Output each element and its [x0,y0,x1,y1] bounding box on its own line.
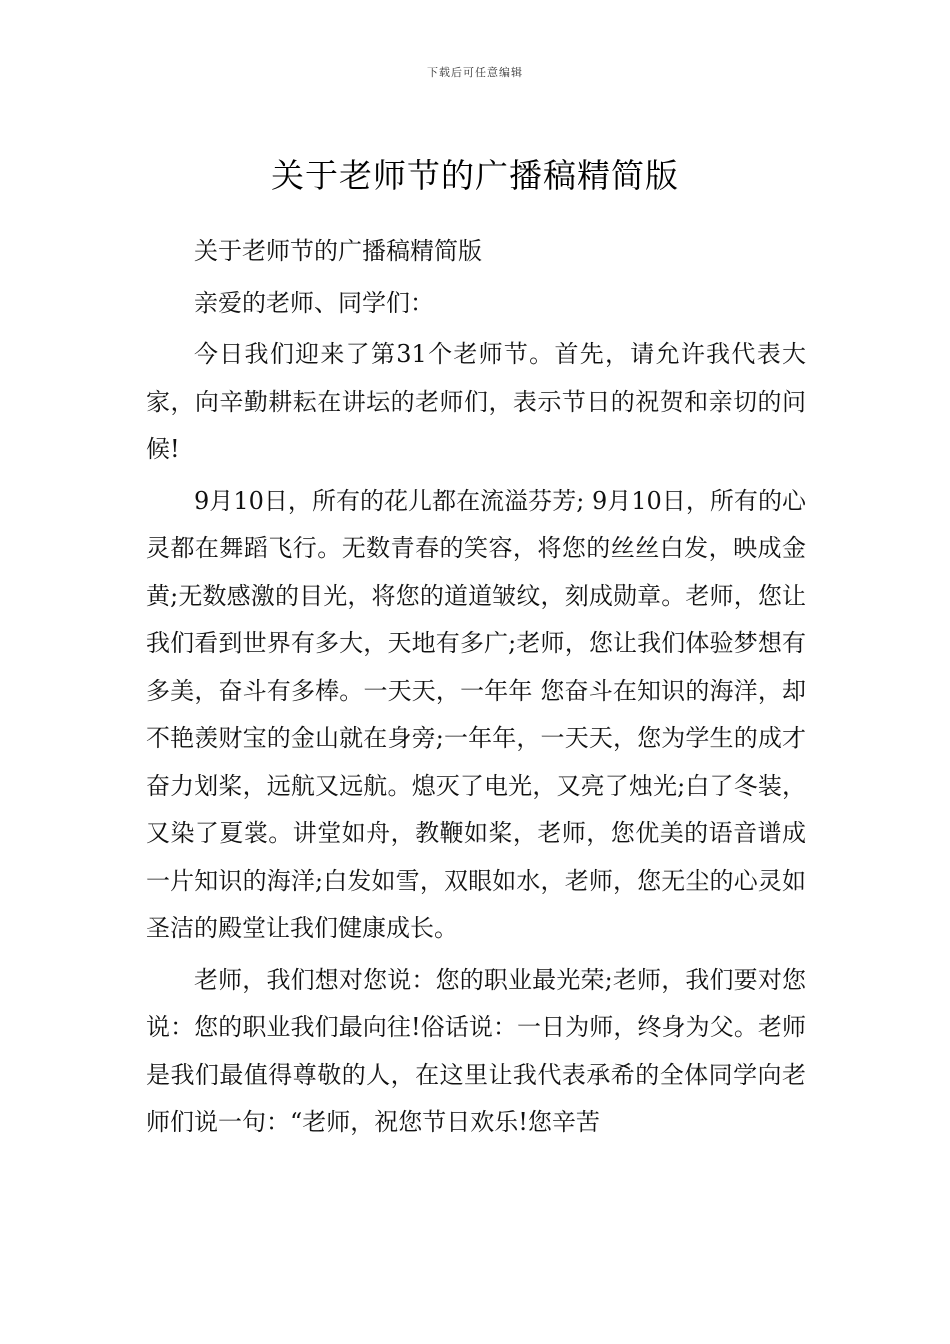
page-header-note: 下载后可任意编辑 [427,66,523,79]
document-body [146,228,806,1147]
paragraph-tribute: 9月10日，所有的花儿都在流溢芬芳; 9月10日，所有的心灵都在舞蹈飞行。无数青春的笑容，将您的丝丝白发，映成金黄;无数感激的目光，将您的道道皱纹，刻成勋章。老师，您让我们看到世界有多大，天地有多广;老师，您让我们体验梦想有多美，奋斗有多棒。一天天，一年年 您奋斗在知识的海洋，却不艳羡财宝的金山就在身旁;一年年，一天天，您为学生的成才奋力划桨，远航又远航。熄灭了电光，又亮了烛光;白了冬装，又染了夏裳。讲堂如舟，教鞭如桨，老师，您优美的语音谱成一片知识的海洋;白发如雪，双眼如水，老师，您无尘的心灵如圣洁的殿堂让我们健康成长。 [146,486,806,942]
paragraph-salutation: 亲爱的老师、同学们： [194,288,434,317]
document-title: 关于老师节的广播稿精简版 [271,156,679,196]
paragraph-subtitle: 关于老师节的广播稿精简版 [194,237,482,265]
paragraph-intro: 今日我们迎来了第31个老师节。首先，请允许我代表大家，向辛勤耕耘在讲坛的老师们，表示节日的祝贺和亲切的问候! [146,340,806,463]
paragraph-closing: 老师，我们想对您说：您的职业最光荣;老师，我们要对您说：您的职业我们最向往!俗话说：一日为师，终身为父。老师是我们最值得尊敬的人，在这里让我代表承希的全体同学向老师们说一句：“老师，祝您节日欢乐!您辛苦 [146,965,806,1136]
